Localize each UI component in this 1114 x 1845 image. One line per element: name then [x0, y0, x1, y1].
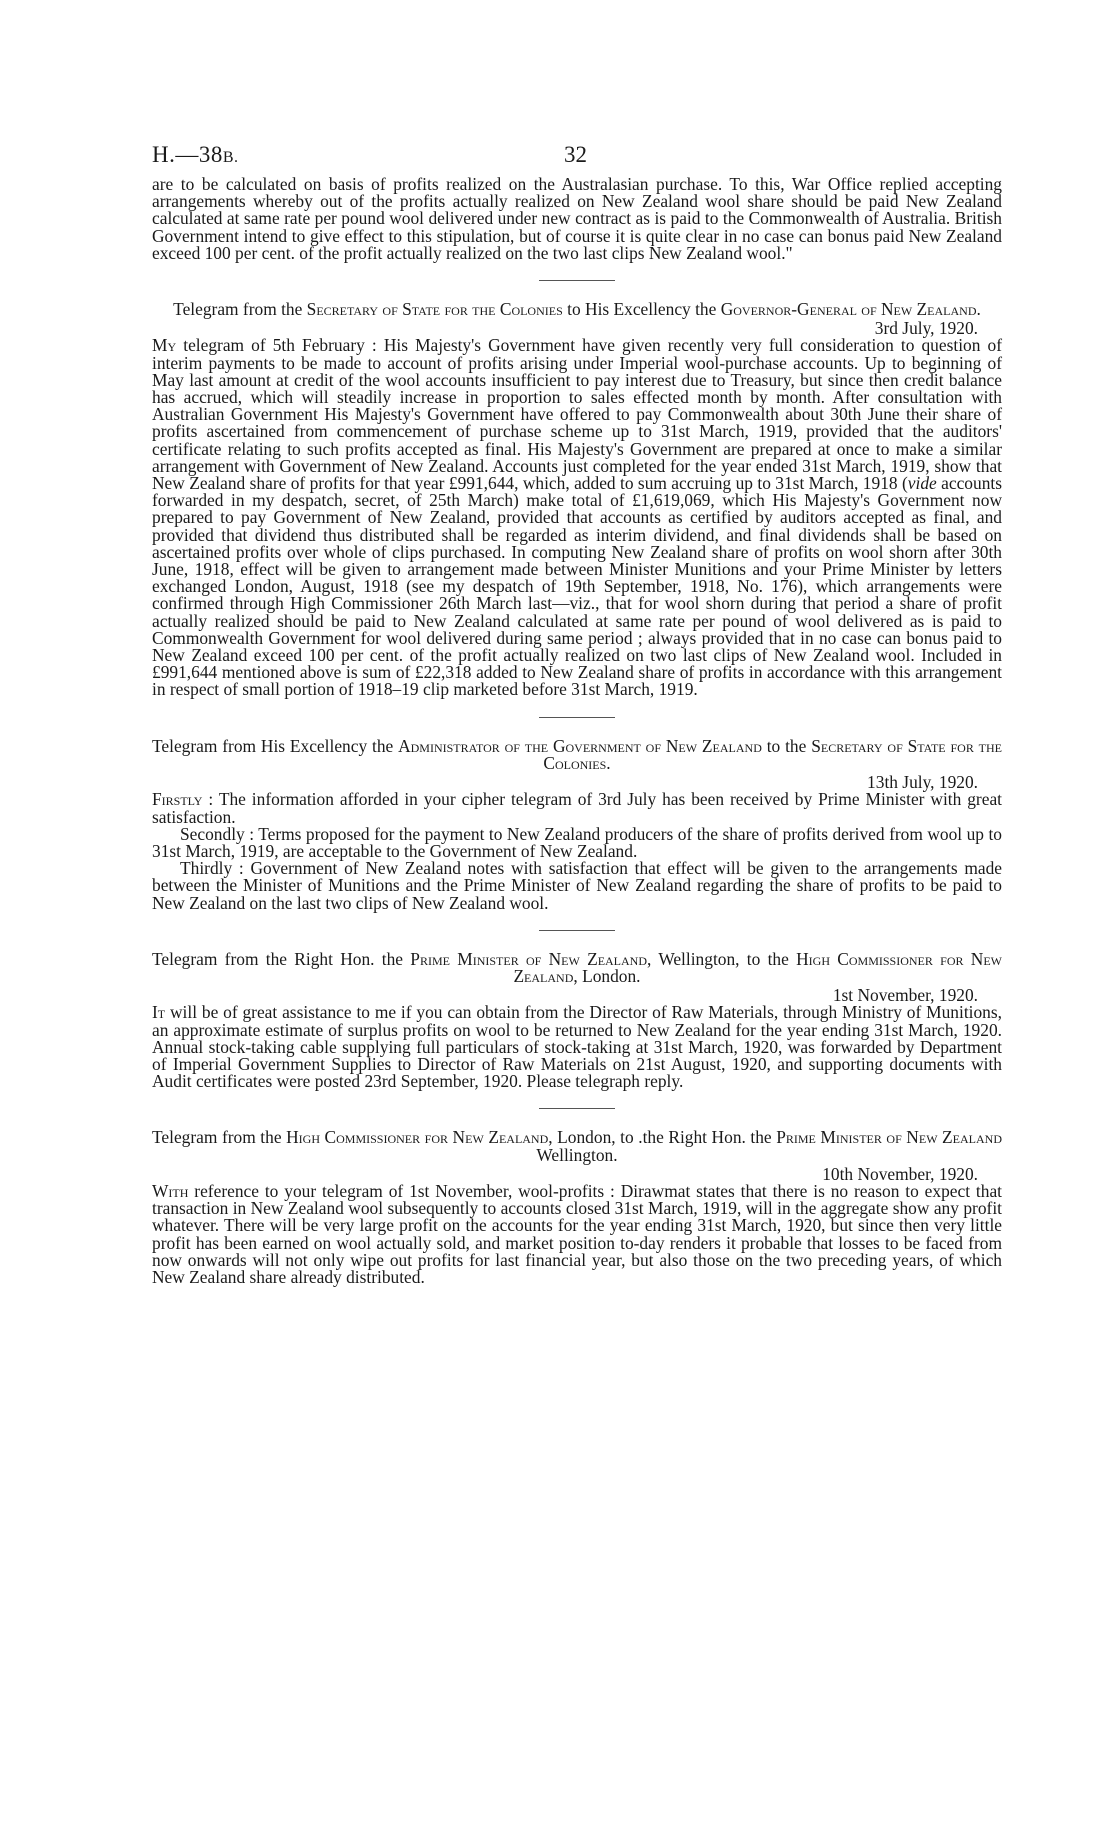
reference-suffix: B.	[222, 149, 239, 166]
telegram-body: It will be of great assistance to me if you can obtain from the Director of Raw Materials, through Ministry of Munitions, an approximate estimate of surplus profits on wool to be returned to New Zealand for the year ending 31st March, 1920. Annual stock-taking cable supplying full particulars of stock-taking at 31st March, 1920, was forwarded by Department of Imperial Government Supplies to Director of Raw Materials on 21st August, 1920, and supporting documents with Audit certificates were posted 23rd September, 1920. Please telegraph reply.	[152, 1002, 1002, 1092]
telegram-administrator	[152, 735, 1002, 913]
section-divider	[539, 930, 615, 931]
telegram-paragraph-secondly: Secondly : Terms proposed for the payment to New Zealand producers of the share of profits derived from wool up to 31st March, 1919, are acceptable to the Government of New Zealand.	[152, 823, 1002, 861]
telegram-date: 1st November, 1920.	[832, 985, 978, 1006]
page-number: 32	[564, 142, 587, 167]
telegram-paragraph-firstly: Firstly : The information afforded in your cipher telegram of 3rd July has been received by Prime Minister with great satisfaction.	[152, 789, 1002, 827]
telegram-date: 3rd July, 1920.	[874, 318, 978, 339]
section-divider	[539, 280, 615, 281]
page-header	[152, 142, 1002, 176]
telegram-prime-minister	[152, 948, 1002, 1092]
continuation-paragraph: are to be calculated on basis of profits realized on the Australasian purchase. To this, War Office replied accepting arrangements whereby out of the profits actually realized on New Zealand wool share should be paid New Zealand calculated at same rate per pound wool delivered under new contract as is paid to the Commonwealth of Australia. British Government intend to give effect to this stipulation, but of course it is quite clear in no case can bonus paid New Zealand exceed 100 per cent. of the profit actually realized on the two last clips New Zealand wool."	[152, 174, 1002, 263]
telegram-heading: Telegram from the Right Hon. the Prime Minister of New Zealand, Wellington, to the High Commissioner for New Zealand, London.	[152, 948, 1002, 986]
telegram-secretary-of-state	[152, 301, 1002, 699]
telegram-paragraph-thirdly: Thirdly : Government of New Zealand notes with satisfaction that effect will be given to the arrangements made between the Minister of Munitions and the Prime Minister of New Zealand regarding the share of profits to be paid to New Zealand on the last two clips of New Zealand wool.	[152, 858, 1002, 913]
telegram-date: 10th November, 1920.	[822, 1163, 978, 1184]
telegram-heading: Telegram from the Secretary of State for the Colonies to His Excellency the Governor-General of New Zealand.	[173, 299, 981, 320]
document-page	[152, 142, 1002, 1288]
section-divider	[539, 1108, 615, 1109]
telegram-body: My telegram of 5th February : His Majesty's Government have given recently very full consideration to question of interim payments to be made to account of profits arising under Imperial wool-purchase accounts. Up to beginning of May last amount at credit of the wool accounts insufficient to pay interest due to Treasury, but since then credit balance has accrued, which will steadily increase in proportion to sales effected month by month. After consultation with Australian Government His Majesty's Government have offered to pay Commonwealth about 30th June their share of profits ascertained from commencement of purchase scheme up to 31st March, 1919, provided that the auditors' certificate relating to such profits accepted as final. His Majesty's Government are prepared at once to make a similar arrangement with Government of New Zealand. Accounts just completed for the year ended 31st March, 1919, show that New Zealand share of profits for that year £991,644, which, added to sum accruing up to 31st March, 1918 (vide accounts forwarded in my despatch, secret, of 25th March) make total of £1,619,069, which His Majesty's Government now prepared to pay Government of New Zealand, provided that accounts as certified by auditors accepted as final, and provided that dividend thus distributed shall be regarded as interim dividend, and final dividends shall be based on ascertained profits over whole of clips purchased. In computing New Zealand share of profits on wool shorn after 30th June, 1918, effect will be given to arrangement made between Minister Munitions and your Prime Minister by letters exchanged London, August, 1918 (see my despatch of 19th September, 1918, No. 176), which arrangements were confirmed through High Commissioner 26th March last—viz., that for wool shorn during that period a share of profit actually realized should be paid to New Zealand calculated at same rate per pound of wool delivered as is paid to Commonwealth Government for wool delivered during same period ; always provided that in no case can bonus paid to New Zealand exceed 100 per cent. of the profit actually realized on two last clips of New Zealand wool. Included in £991,644 mentioned above is sum of £22,318 added to New Zealand share of profits in accordance with this arrangement in respect of small portion of 1918–19 clip marketed before 31st March, 1919.	[152, 335, 1002, 700]
telegram-high-commissioner	[152, 1129, 1002, 1286]
telegram-heading: Telegram from His Excellency the Administrator of the Government of New Zealand to the Secretary of State for the Colonies.	[152, 735, 1002, 773]
telegram-body: With reference to your telegram of 1st November, wool-profits : Dirawmat states that there is no reason to expect that transaction in New Zealand wool subsequently to accounts closed 31st March, 1919, will in the aggregate show any profit whatever. There will be very large profit on the accounts for the year ending 31st March, 1920, but since then very little profit has been earned on wool actually sold, and market position to-day renders it probable that losses to be faced from now onwards will not only wipe out profits for last financial year, but also those on the two preceding years, of which New Zealand share already distributed.	[152, 1180, 1002, 1287]
section-divider	[539, 717, 615, 718]
telegram-heading: Telegram from the High Commissioner for New Zealand, London, to .the Right Hon. the Prime Minister of New Zealand Wellington.	[152, 1127, 1003, 1165]
parliamentary-paper-reference	[152, 142, 239, 168]
telegram-date: 13th July, 1920.	[867, 772, 978, 793]
reference-main: H.—38	[152, 142, 223, 167]
